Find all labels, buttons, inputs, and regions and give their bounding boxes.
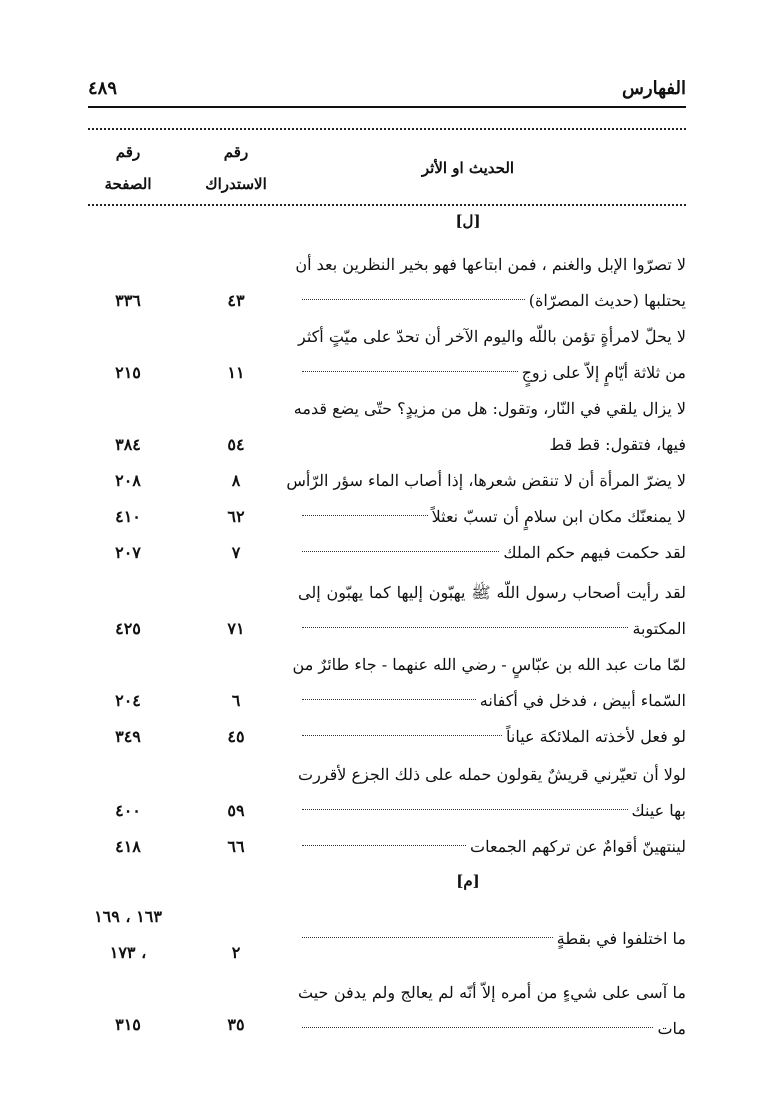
entry-text-line: لا تصرّوا الإبل والغنم ، فمن ابتاعها فهو بخير النظرين بعد أن bbox=[295, 255, 686, 274]
page-reference: ٢٠٨ bbox=[115, 471, 141, 490]
dot-leader bbox=[302, 809, 628, 810]
page-reference: ٢١٥ bbox=[115, 363, 141, 382]
reference-number: ٧ bbox=[231, 543, 241, 562]
page-reference: ٤٢٥ bbox=[115, 619, 141, 638]
section-letter-lam: [ل] bbox=[455, 212, 481, 230]
reference-number: ٦٢ bbox=[227, 507, 245, 526]
running-head bbox=[88, 78, 686, 106]
reference-number: ٤٥ bbox=[227, 727, 245, 746]
page-reference: ٣١٥ bbox=[115, 1015, 141, 1034]
page-reference: ٤٠٠ bbox=[115, 801, 141, 820]
reference-number: ٦٦ bbox=[227, 837, 245, 856]
dot-leader bbox=[302, 299, 525, 300]
dot-leader bbox=[302, 699, 476, 700]
reference-number: ٨ bbox=[231, 471, 241, 490]
reference-number: ٥٤ bbox=[227, 435, 245, 454]
entry-text-line: لا يمنعنّك مكان ابن سلامٍ أن تسبّ نعثلاً bbox=[298, 502, 686, 532]
reference-number: ٦ bbox=[231, 691, 241, 710]
entry-text-line: المكتوبة bbox=[298, 614, 686, 644]
page-reference: ، ١٧٣ bbox=[109, 943, 147, 962]
running-head-title: الفهارس bbox=[621, 78, 686, 99]
reference-number: ٧١ bbox=[227, 619, 245, 638]
reference-number: ٢ bbox=[231, 943, 241, 962]
entry-text-line: لينتهينّ أقوامٌ عن تركهم الجمعات bbox=[298, 832, 686, 862]
entry-text-line: فيها، فتقول: قط قط bbox=[549, 435, 686, 454]
dot-leader bbox=[302, 371, 518, 372]
entry-text-line: السّماء أبيض ، فدخل في أكفانه bbox=[298, 686, 686, 716]
index-page bbox=[88, 72, 686, 1062]
reference-number: ٤٣ bbox=[227, 291, 245, 310]
page-reference: ٣٤٩ bbox=[115, 727, 141, 746]
column-header-top-rule bbox=[88, 128, 686, 130]
entry-text-line: لمّا مات عبد الله بن عبّاسٍ - رضي الله عنهما - جاء طائرٌ من bbox=[292, 655, 686, 674]
page-reference: ١٦٣ ، ١٦٩ bbox=[94, 907, 162, 926]
dot-leader bbox=[302, 551, 499, 552]
reference-number-column-header: رقم الاستدراك bbox=[205, 143, 267, 193]
dot-leader bbox=[302, 937, 553, 938]
page-number: ٤٨٩ bbox=[88, 78, 118, 99]
entry-text-line: لقد حكمت فيهم حكم الملك bbox=[298, 538, 686, 568]
page-reference: ٣٣٦ bbox=[115, 291, 141, 310]
entry-text-line: لو فعل لأخذته الملائكة عياناً bbox=[298, 722, 686, 752]
dot-leader bbox=[302, 845, 466, 846]
entry-text-line: مات bbox=[298, 1014, 686, 1044]
entry-text-line: لقد رأيت أصحاب رسول اللّه ﷺ يهبّون إليها كما يهبّون إلى bbox=[298, 583, 686, 602]
entry-text-line: لا يضرّ المرأة أن لا تنقض شعرها، إذا أصاب الماء سؤر الرّأس bbox=[286, 471, 686, 490]
reference-number: ١١ bbox=[227, 363, 245, 382]
entry-text-line: لولا أن تعيّرني قريشٌ يقولون حمله على ذلك الجزع لأقررت bbox=[298, 765, 686, 784]
page-number-column-header: رقم الصفحة bbox=[104, 143, 152, 193]
dot-leader bbox=[302, 735, 502, 736]
reference-number: ٣٥ bbox=[227, 1015, 245, 1034]
dot-leader bbox=[302, 627, 628, 628]
section-letter-mim: [م] bbox=[456, 872, 480, 890]
entry-text-line: من ثلاثة أيّامٍ إلاّ على زوجٍ bbox=[298, 358, 686, 388]
header-rule bbox=[88, 106, 686, 108]
entry-text-line: لا يحلّ لامرأةٍ تؤمن باللّه واليوم الآخر أن تحدّ على ميّتٍ أكثر bbox=[298, 327, 686, 346]
page-reference: ٤١٨ bbox=[115, 837, 141, 856]
page-reference: ٣٨٤ bbox=[115, 435, 141, 454]
page-reference: ٢٠٧ bbox=[115, 543, 141, 562]
entry-text-line: يحتلبها (حديث المصرّاة) bbox=[298, 286, 686, 316]
column-header-bottom-rule bbox=[88, 204, 686, 206]
entry-text-line: بها عينك bbox=[298, 796, 686, 826]
page-reference: ٢٠٤ bbox=[115, 691, 141, 710]
dot-leader bbox=[302, 1027, 653, 1028]
hadith-column-header: الحديث او الأثر bbox=[421, 159, 515, 177]
entry-text-line: ما اختلفوا في بقطةٍ bbox=[298, 924, 686, 954]
page-reference: ٤١٠ bbox=[115, 507, 141, 526]
entry-text-line: لا يزال يلقي في النّار، وتقول: هل من مزيدٍ؟ حتّى يضع قدمه bbox=[293, 399, 686, 418]
entry-text-line: ما آسى على شيءٍ من أمره إلاّ أنّه لم يعالج ولم يدفن حيث bbox=[298, 983, 686, 1002]
dot-leader bbox=[302, 515, 428, 516]
reference-number: ٥٩ bbox=[227, 801, 245, 820]
